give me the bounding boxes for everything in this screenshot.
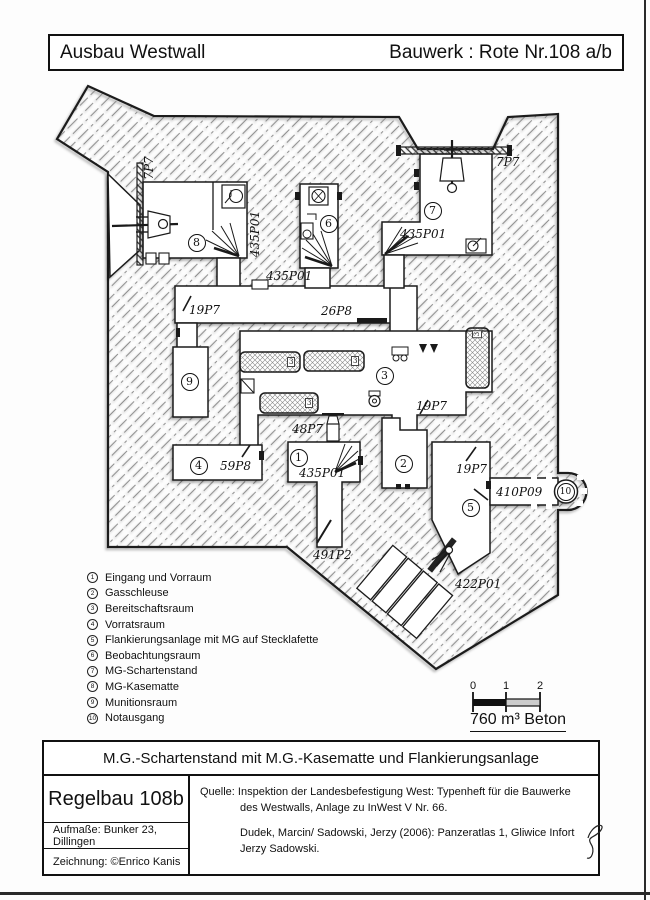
- signature-squiggle: [582, 820, 612, 864]
- bunk-label: 3: [473, 331, 481, 337]
- room-number-4: 4: [190, 457, 208, 475]
- concrete-volume: 760 m³ Beton: [470, 711, 566, 732]
- scale-bar: [473, 692, 540, 712]
- bunk-label: 3: [353, 357, 358, 365]
- label-plate-top: 7P7: [496, 155, 520, 169]
- label-door-room6: 435P01: [266, 269, 313, 283]
- regelbau-designation: Regelbau 108b: [48, 787, 184, 810]
- room-number-5: 5: [462, 499, 480, 517]
- legend-item: 7 MG-Schartenstand: [87, 664, 318, 680]
- legend-item: 10 Notausgang: [88, 712, 165, 725]
- label-entrance: 491P2: [313, 548, 352, 562]
- legend-item: 8 MG-Kasematte: [87, 679, 318, 695]
- scale-tick-0: 0: [469, 680, 477, 692]
- scale-tick-1: 1: [502, 680, 510, 692]
- label-door-room8: 435P01: [248, 210, 262, 258]
- legend: [87, 570, 318, 726]
- label-stairs-door: 422P01: [455, 577, 502, 591]
- bunk-label: 3: [289, 358, 294, 366]
- label-plate-left: 7P7: [142, 156, 156, 180]
- label-door-room2: 19P7: [416, 399, 447, 413]
- room-number-2: 2: [395, 455, 413, 473]
- legend-item: 9 Munitionsraum: [87, 695, 318, 711]
- label-corridor-left: 19P7: [189, 303, 220, 317]
- title-block: [42, 740, 600, 876]
- label-door-room1: 435P01: [299, 466, 346, 480]
- room-number-10: 10: [557, 483, 575, 501]
- label-exit-corridor: 410P09: [496, 485, 543, 499]
- title-bar: [48, 34, 624, 71]
- legend-item: 1 Eingang und Vorraum: [87, 570, 318, 586]
- legend-item: 4 Vorratsraum: [87, 617, 318, 633]
- source-notes: [190, 776, 598, 874]
- room-number-7: 7: [424, 202, 442, 220]
- bunk-label: 3: [307, 399, 312, 407]
- scale-tick-2: 2: [536, 680, 544, 692]
- zeichnung-note: Zeichnung: ©Enrico Kanis: [44, 848, 188, 874]
- source-2: Dudek, Marcin/ Sadowski, Jerzy (2006): Panzeratlas 1, Gliwice Infort Jerzy Sadowski.: [240, 827, 575, 855]
- label-door-room4: 59P8: [220, 459, 251, 473]
- label-door-room5: 19P7: [456, 462, 487, 476]
- title-left: Ausbau Westwall: [60, 41, 206, 63]
- page-border-right: [644, 0, 646, 900]
- page-border-bottom: [0, 892, 650, 895]
- sheet-title: M.G.-Schartenstand mit M.G.-Kasematte und Flankierungsanlage: [44, 742, 598, 776]
- room-number-3: 3: [376, 367, 394, 385]
- source-1: Quelle: Inspektion der Landesbefestigung West: Typenheft für die Bauwerke des Westwalls, Anlage zu InWest V Nr. 66.: [200, 786, 571, 814]
- room-number-1: 1: [290, 449, 308, 467]
- label-corridor-right: 26P8: [321, 304, 352, 318]
- room-number-8: 8: [188, 234, 206, 252]
- aufmass-note: Aufmaße: Bunker 23, Dillingen: [44, 822, 188, 848]
- legend-item: 2 Gasschleuse: [87, 586, 318, 602]
- label-door-room7: 435P01: [400, 227, 447, 241]
- room-number-9: 9: [181, 373, 199, 391]
- legend-item: 6 Beobachtungsraum: [87, 648, 318, 664]
- legend-item: 5 Flankierungsanlage mit MG auf Stecklafette: [87, 632, 318, 648]
- label-periscope: 48P7: [292, 422, 323, 436]
- title-right: Bauwerk : Rote Nr.108 a/b: [389, 41, 612, 63]
- room-number-6: 6: [320, 215, 338, 233]
- legend-item: 3 Bereitschaftsraum: [87, 601, 318, 617]
